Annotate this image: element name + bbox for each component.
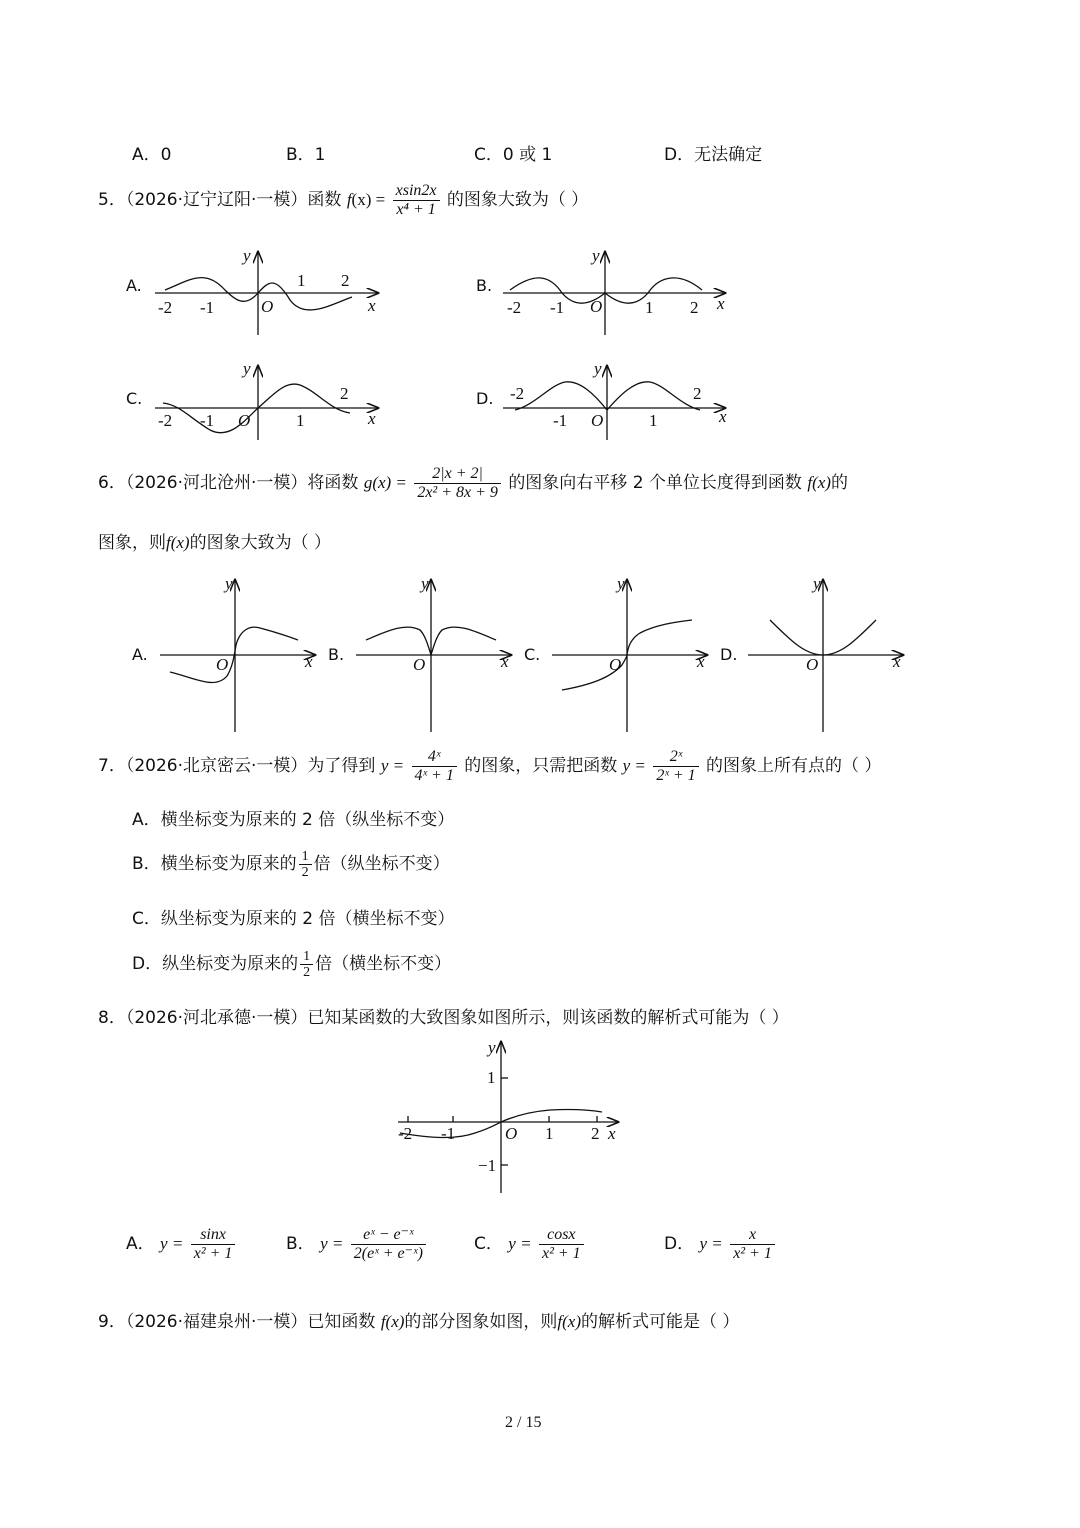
q7-option-d-half bbox=[300, 949, 313, 980]
q7-number: 7． bbox=[98, 756, 126, 776]
q8-number: 8． bbox=[98, 1008, 126, 1028]
q7-option-b-half-den: 2 bbox=[299, 864, 312, 880]
q7-option-d-post: 倍（横坐标不变） bbox=[315, 954, 452, 974]
q6-fx-2: f(x) bbox=[166, 533, 190, 552]
q7-option-d-pre: D．纵坐标变为原来的 bbox=[132, 954, 299, 974]
q7-option-b-post: 倍（纵坐标不变） bbox=[313, 854, 450, 874]
q5-post: 的图象大致为（ ） bbox=[446, 190, 589, 210]
q5-label-b: B. bbox=[476, 276, 493, 295]
q6-line2-pre: 图象，则 bbox=[98, 533, 166, 553]
q9-pre: 已知函数 bbox=[307, 1312, 376, 1332]
q7-option-b-pre: B．横坐标变为原来的 bbox=[132, 854, 297, 874]
q5d-tick-n1: -1 bbox=[553, 411, 568, 430]
q5-graphs bbox=[0, 240, 1080, 440]
q6a-y-label: y bbox=[225, 574, 233, 593]
q8-option-b-y: y = bbox=[320, 1234, 344, 1253]
q6-fx: f(x) bbox=[807, 473, 831, 492]
q7-mid: 的图象，只需把函数 bbox=[464, 756, 618, 776]
q6c-y-label: y bbox=[617, 574, 625, 593]
q8-option-d bbox=[664, 1224, 777, 1264]
q5a-origin: O bbox=[261, 297, 274, 316]
q6c-x-label: x bbox=[697, 652, 705, 671]
q8-option-a-frac bbox=[191, 1226, 236, 1263]
q5-number: 5． bbox=[98, 190, 126, 210]
page-number: 2 / 15 bbox=[505, 1414, 542, 1431]
q5b-y-label: y bbox=[592, 246, 600, 265]
q6-post2: 的 bbox=[830, 473, 848, 493]
q8-graph bbox=[0, 1035, 1080, 1205]
q6b-y-label: y bbox=[421, 574, 429, 593]
q4-option-a: A．0 bbox=[132, 145, 172, 165]
q8-option-b-den: 2(eˣ + e⁻ˣ) bbox=[351, 1244, 426, 1263]
q7-y1-fraction bbox=[412, 748, 457, 785]
q8-option-c-frac bbox=[539, 1226, 584, 1263]
q5-func: f bbox=[346, 190, 352, 209]
q7-option-c: C．纵坐标变为原来的 2 倍（横坐标不变） bbox=[132, 909, 455, 929]
q5a-y-label: y bbox=[243, 246, 251, 265]
q8-option-a-label: A． bbox=[126, 1234, 155, 1254]
q5b-x-label: x bbox=[717, 294, 725, 313]
q8-option-c bbox=[474, 1224, 586, 1264]
q5d-y-label: y bbox=[594, 359, 602, 378]
q9-post: 的解析式可能是（ ） bbox=[581, 1312, 740, 1332]
q5b-tick-n1: -1 bbox=[550, 298, 565, 317]
q6b-origin: O bbox=[413, 655, 426, 674]
q8-y-label: y bbox=[488, 1038, 496, 1057]
q8-option-d-num: x bbox=[748, 1225, 757, 1243]
q8-stem bbox=[98, 1003, 789, 1028]
q7-pre: 为了得到 bbox=[307, 756, 376, 776]
q9-stem bbox=[98, 1307, 739, 1332]
q4-option-b: B．1 bbox=[286, 145, 326, 165]
q5d-x-label: x bbox=[719, 407, 727, 426]
q9-fx-2: f(x) bbox=[557, 1312, 581, 1331]
q8-option-d-y: y = bbox=[699, 1234, 723, 1253]
q5c-tick-p1: 1 bbox=[296, 411, 305, 430]
q9-mid: 的部分图象如图，则 bbox=[404, 1312, 558, 1332]
q5c-origin: O bbox=[238, 411, 251, 430]
q5-label-c: C. bbox=[126, 389, 143, 408]
q7-option-d-half-den: 2 bbox=[300, 964, 313, 980]
q9-number: 9． bbox=[98, 1312, 126, 1332]
q6-label-c: C. bbox=[524, 645, 541, 664]
q5a-tick-p1: 1 bbox=[297, 271, 306, 290]
q8-option-d-label: D． bbox=[664, 1234, 695, 1254]
q5b-tick-p1: 1 bbox=[645, 298, 654, 317]
q6a-origin: O bbox=[216, 655, 229, 674]
q7-y2-fraction bbox=[653, 748, 698, 785]
q5c-tick-p2: 2 bbox=[340, 384, 349, 403]
q6d-x-label: x bbox=[893, 652, 901, 671]
q6-line2-post: 的图象大致为（ ） bbox=[189, 533, 331, 553]
q5-label-a: A. bbox=[126, 276, 142, 295]
q5c-tick-n2: -2 bbox=[158, 411, 173, 430]
q7-option-b-half-num: 1 bbox=[301, 848, 309, 864]
q8-option-b-label: B． bbox=[286, 1234, 315, 1254]
q6-num: 2|x + 2| bbox=[432, 464, 483, 482]
q6-fraction bbox=[414, 465, 501, 502]
q7-source: （2026·北京密云·一模） bbox=[125, 756, 308, 776]
q5a-tick-n1: -1 bbox=[200, 298, 215, 317]
q6-graphs bbox=[0, 570, 1080, 740]
q8-option-c-y: y = bbox=[508, 1234, 532, 1253]
q5-den: x⁴ + 1 bbox=[393, 200, 440, 219]
q6-post: 的图象向右平移 2 个单位长度得到函数 bbox=[508, 473, 802, 493]
q8-tick-n1: -1 bbox=[441, 1124, 456, 1143]
q5-fraction bbox=[393, 182, 440, 219]
q5c-y-label: y bbox=[243, 359, 251, 378]
q7-option-b bbox=[132, 846, 450, 882]
q6-number: 6． bbox=[98, 473, 126, 493]
q7-post: 的图象上所有点的（ ） bbox=[706, 756, 882, 776]
q5d-origin: O bbox=[591, 411, 604, 430]
q5-pre: 函数 bbox=[307, 190, 342, 210]
q6-graph-c bbox=[552, 580, 707, 732]
q5d-tick-p1: 1 bbox=[649, 411, 658, 430]
q7-y2-den: 2ˣ + 1 bbox=[653, 766, 698, 785]
q8-tick-ym1: −1 bbox=[478, 1156, 497, 1175]
q8-option-a-den: x² + 1 bbox=[191, 1244, 236, 1263]
q8-option-d-den: x² + 1 bbox=[730, 1244, 775, 1263]
q7-stem: 7．（2026·北京密云·一模）为了得到 y = $\frac{\text{4ˣ}}{\text{4ˣ + 1}}$ 的图象，只需把函数 y = $\frac{\text{2ˣ}}{\text{2ˣ + 1}}$ 的图象上所有点的（ ） bbox=[98, 747, 882, 784]
q5-stem bbox=[98, 180, 588, 220]
q7-option-d bbox=[132, 946, 451, 982]
q5a-tick-p2: 2 bbox=[341, 271, 350, 290]
q8-option-c-num: cosx bbox=[547, 1225, 576, 1243]
q7-y1-den: 4ˣ + 1 bbox=[412, 766, 457, 785]
q7-option-b-half bbox=[299, 849, 312, 880]
q6b-x-label: x bbox=[501, 652, 509, 671]
q8-tick-y1: 1 bbox=[487, 1068, 496, 1087]
q6-graph-b bbox=[356, 580, 511, 732]
q8-text: 已知某函数的大致图象如图所示，则该函数的解析式可能为（ ） bbox=[307, 1008, 789, 1028]
q5-source: （2026·辽宁辽阳·一模） bbox=[125, 190, 308, 210]
q5-graph-a bbox=[155, 252, 378, 335]
q6-gx: g(x) = bbox=[363, 473, 407, 492]
q7-option-a: A．横坐标变为原来的 2 倍（纵坐标不变） bbox=[132, 810, 455, 830]
q6-label-a: A. bbox=[132, 645, 148, 664]
q4-option-c: C．0 或 1 bbox=[474, 145, 553, 165]
q7-y1-num: 4ˣ bbox=[427, 747, 441, 765]
q8-option-b-num: eˣ − e⁻ˣ bbox=[363, 1225, 414, 1243]
q6-graph-a bbox=[160, 580, 315, 732]
q8-option-c-label: C． bbox=[474, 1234, 503, 1254]
q5d-tick-n2: -2 bbox=[510, 384, 525, 403]
q5a-tick-n2: -2 bbox=[158, 298, 173, 317]
q5c-x-label: x bbox=[368, 409, 376, 428]
q5-graph-b bbox=[503, 252, 725, 335]
q8-option-b bbox=[286, 1224, 428, 1264]
q5-graph-d bbox=[503, 366, 725, 440]
q5d-tick-p2: 2 bbox=[693, 384, 702, 403]
q5c-tick-n1: -1 bbox=[200, 411, 215, 430]
q5-eq: (x) = bbox=[351, 190, 386, 209]
q8-option-a bbox=[126, 1224, 237, 1264]
q5b-tick-p2: 2 bbox=[690, 298, 699, 317]
q8-origin: O bbox=[505, 1124, 518, 1143]
q5-label-d: D. bbox=[476, 389, 494, 408]
q8-option-d-frac bbox=[730, 1226, 775, 1263]
q6d-y-label: y bbox=[813, 574, 821, 593]
q5b-origin: O bbox=[590, 297, 603, 316]
q6-source: （2026·河北沧州·一模） bbox=[125, 473, 308, 493]
q7-y2-num: 2ˣ bbox=[669, 747, 683, 765]
q5-num: xsin2x bbox=[395, 181, 437, 199]
q6-label-b: B. bbox=[328, 645, 345, 664]
q8-option-a-y: y = bbox=[160, 1234, 184, 1253]
q4-option-d: D．无法确定 bbox=[664, 145, 763, 165]
q8-option-b-frac bbox=[351, 1226, 426, 1263]
q8-tick-p2: 2 bbox=[591, 1124, 600, 1143]
q8-tick-p1: 1 bbox=[545, 1124, 554, 1143]
q6-den: 2x² + 8x + 9 bbox=[414, 483, 501, 502]
q6-pre: 将函数 bbox=[307, 473, 359, 493]
q6-stem bbox=[98, 463, 848, 503]
q6-label-d: D. bbox=[720, 645, 738, 664]
q6-stem-line2 bbox=[98, 528, 331, 553]
q8-option-a-num: sinx bbox=[200, 1225, 226, 1243]
q6-graph-d bbox=[748, 580, 903, 732]
q8-x-label: x bbox=[608, 1124, 616, 1143]
q6a-x-label: x bbox=[305, 652, 313, 671]
q9-fx: f(x) bbox=[380, 1312, 405, 1331]
q5a-x-label: x bbox=[368, 296, 376, 315]
q6c-origin: O bbox=[609, 655, 622, 674]
q7-option-d-half-num: 1 bbox=[303, 948, 311, 964]
q8-tick-n2: -2 bbox=[398, 1124, 413, 1143]
q9-source: （2026·福建泉州·一模） bbox=[125, 1312, 308, 1332]
q8-source: （2026·河北承德·一模） bbox=[125, 1008, 308, 1028]
q5b-tick-n2: -2 bbox=[507, 298, 522, 317]
q6d-origin: O bbox=[806, 655, 819, 674]
q8-option-c-den: x² + 1 bbox=[539, 1244, 584, 1263]
